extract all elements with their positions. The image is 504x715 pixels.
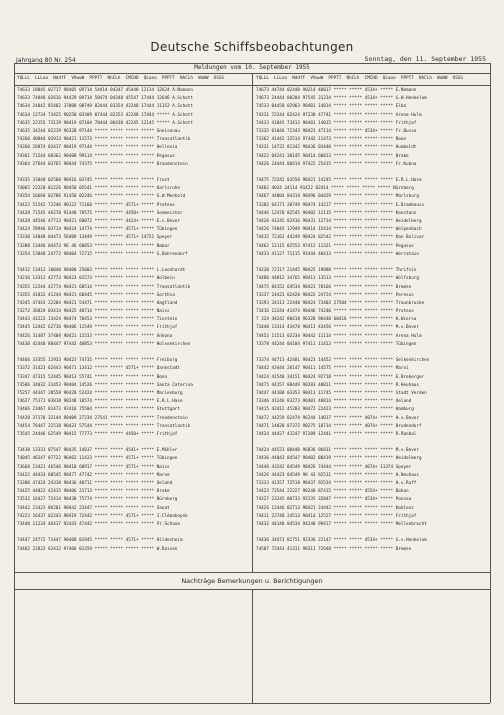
table-row: 73668 13421 46546 90418 60917 ***** ***** 4571+ ***** Naiss xyxy=(17,464,170,470)
nachtraege-heading: Nachträge Bemerkungen u. Berichtigungen xyxy=(181,577,323,585)
table-row: 74331 14722 81342 90436 03440 ***** ***** ***** ***** Humboldt xyxy=(256,145,417,151)
table-row: 74361 71244 60362 90408 99114 ***** ***** ***** ***** Pegasus xyxy=(17,153,175,159)
table-row: 74472 44259 82474 96244 14017 ***** ***** 4074+ ***** H.v.Bever xyxy=(256,415,419,421)
table-row: 73330 14848 04473 56409 13449 ***** ***** 4571+ 14721 Speyer xyxy=(17,235,173,241)
table-row: 74424 41540 34151 90424 92718 ***** ***** ***** ***** E.Breberger xyxy=(256,374,425,380)
table-row: 73440 11234 46417 92443 47442 ***** ***** ***** ***** Pr.Schaue xyxy=(17,521,180,527)
table-row: 74422 44433 00545 90477 47742 ***** ***** ***** ***** Marne xyxy=(17,472,170,478)
table-row: 74634 24042 85402 37008 08749 02444 03354 42248 17444 11352 A.Schott xyxy=(17,104,193,110)
table-row: 73438 13331 07547 90435 14017 ***** ***** 4541+ ***** E.Möhler xyxy=(17,448,178,454)
meldungen-heading: Meldungen vom 10. September 1955 xyxy=(194,64,310,71)
table-row: 74507 72443 41311 98311 72648 ***** ***** ***** ***** Bremen xyxy=(256,546,412,552)
table-row: 73272 36824 03414 90425 40714 ***** ***** ***** ***** Naiss xyxy=(17,309,170,315)
row-separator xyxy=(17,529,250,537)
table-row: 74420 37178 32144 90409 27234 27541 ***** ***** ***** Trondenstein xyxy=(17,415,188,421)
table-row: 74426 74045 12949 90414 15414 ***** ***** ***** ***** Wolpenbach xyxy=(256,227,422,233)
table-row: 74635 34244 02219 96328 97144 ***** ***** ***** ***** Gneisenau xyxy=(17,128,180,134)
table-row: 73374 44713 42481 90423 14452 ***** ***** ***** ***** Selkenkirchen xyxy=(256,358,430,364)
table-row: 74426 31487 37409 90421 11533 ***** ***** ***** ***** Ankona xyxy=(17,333,173,339)
jahrgang-label: Jahrgang 80 Nr. 254 xyxy=(16,57,76,64)
table-row: 74426 12446 82713 90421 24442 ***** ***** ***** ***** Koblenz xyxy=(256,505,414,511)
table-row: 74412 13412 10040 90400 25003 ***** ***** ***** ***** L.Leonhardt xyxy=(17,268,186,274)
table-row: 74230 72117 21445 90425 19888 ***** ***** ***** ***** Thrifsin xyxy=(256,268,417,274)
table-row: 74633 74848 02616 94429 09714 58474 04348 45547 17444 12646 A.Schott xyxy=(17,96,193,102)
table-row: 74447 24772 71447 90408 81945 ***** ***** 4571+ ***** Hildesheim xyxy=(17,538,183,544)
table-row: 74442 23423 86201 90442 23447 ***** ***** ***** ***** Sanat xyxy=(17,505,170,511)
table-row: 74673 44744 02448 90214 40017 ***** ***** 4534+ ***** E.Nomann xyxy=(256,88,417,93)
table-row: 74634 12734 73425 90258 03309 07444 02353 42248 17444 ***** A.Schott xyxy=(17,112,193,118)
table-row: 74223 16437 02243 90419 72442 ***** ***** 4571+ ***** J.Clémakepsk xyxy=(17,513,188,519)
row-separator xyxy=(17,169,250,177)
table-row: 73346 41246 83273 90401 48814 ***** ***** ***** ***** Oeland xyxy=(256,399,412,405)
table-row: 73388 13446 04473 96 46 60053 ***** ***** ***** ***** Nabor xyxy=(17,243,170,249)
row-separator xyxy=(17,439,250,447)
row-separator xyxy=(256,439,488,447)
nach-center-divider xyxy=(252,589,253,703)
table-row: 74355 12244 42774 90421 60514 ***** ***** ***** ***** Transatlantik xyxy=(17,284,191,290)
table-row: 74467 44004 84314 90496 04429 ***** ***** ***** ***** Marlsburg xyxy=(256,194,419,200)
table-row: 74471 14028 87372 90275 18714 ***** ***** 4074+ ***** Brudendorf xyxy=(256,423,422,429)
table-row: 74627 75171 03818 90248 18574 ***** ***** ***** ***** E.R.L.Hase xyxy=(17,399,183,405)
table-row: 7 324 44242 80418 96328 90440 60416 ***** ***** ***** K.Wiersa xyxy=(256,317,417,323)
table-row: 74345 47443 22204 90421 54471 ***** ***** ***** ***** Hagtland xyxy=(17,300,178,306)
table-row: 74433 41127 71115 91444 40413 ***** ***** ***** ***** Werratain xyxy=(256,251,419,257)
table-bottom xyxy=(14,572,490,573)
table-row: 74415 72162 44249 90424 82542 ***** ***** ***** ***** Kan Bolivar xyxy=(256,235,425,241)
row-separator xyxy=(256,259,488,267)
table-row: 73378 44244 04104 97411 11413 ***** ***** ***** ***** Tübingen xyxy=(256,341,417,347)
table-row: 74482 4024 24114 91422 02414 ***** ***** ***** ***** Nürnberg xyxy=(256,186,414,192)
table-row: 74635 22155 73119 90419 07104 70444 06430 42245 12145 ***** A.Schott xyxy=(17,120,193,126)
table-row: 74426 41245 02416 90431 12714 ***** ***** ***** ***** Heidelberg xyxy=(256,219,422,224)
table-row: 74360 40844 03913 90421 11573 ***** ***** ***** ***** Transatlantik xyxy=(17,137,191,143)
row-separator xyxy=(256,169,488,177)
table-row: 74428 44546 47713 90421 60072 ***** ***** 4424+ ***** E.v.Bever xyxy=(17,219,180,224)
table-row: 73372 31423 62443 90471 13412 ***** ***** 4571+ ***** Darmstadt xyxy=(17,366,180,372)
center-divider xyxy=(252,73,253,572)
table-row: 74045 46247 07722 96462 11423 ***** ***** 4571+ ***** Tübingen xyxy=(17,456,178,462)
table-row: 74424 44523 80440 96836 96811 ***** ***** ***** ***** M.v.Bever xyxy=(256,448,419,454)
table-row: 73380 47424 24318 90436 40711 ***** ***** ***** ***** Oeland xyxy=(17,481,173,486)
table-row: 74422 04241 38145 90414 60813 ***** ***** ***** ***** Brake xyxy=(256,153,409,159)
table-row: 74415 42412 45203 90472 22423 ***** ***** ***** ***** Hamburg xyxy=(256,407,414,413)
table-row: 74402 22823 62412 97406 01359 ***** ***** ***** ***** W.Raisen xyxy=(17,546,178,552)
table-row: 74430 42440 80447 97443 40853 ***** ***** ***** ***** Holsenkirchen xyxy=(17,341,191,347)
table-row: 74426 24444 80414 97422 25415 ***** ***** ***** ***** Fr.Kubna xyxy=(256,161,417,167)
table-row: 73382 64171 20749 90474 14217 ***** ***** ***** ***** E.Brambeuss xyxy=(256,202,425,208)
observation-table-right xyxy=(256,87,488,554)
table-row: 74424 44427 43247 97209 12441 ***** ***** ***** ***** R.Ranbol xyxy=(256,431,417,437)
table-row: 74425 44022 42415 90406 21713 ***** ***** ***** ***** Brake xyxy=(17,489,170,495)
table-row: 73354 13848 24772 90404 72715 ***** ***** ***** ***** G.Bohrendorf xyxy=(17,251,188,257)
date-line: Sonntag, den 11. September 1955 xyxy=(364,55,486,63)
table-row: 73362 41442 32514 97442 11473 ***** ***** ***** ***** Roon xyxy=(256,137,407,143)
table-row: 74364 27644 03765 90444 74375 ***** ***** ***** ***** Brandenstein xyxy=(17,161,188,167)
page-title: Deutsche Schiffsbeobachtungen xyxy=(150,40,354,54)
table-row: 73337 24423 02420 90422 24724 ***** ***** ***** ***** Peresus xyxy=(256,292,414,298)
table-row: 74673 24444 80204 97545 31234 ***** ***** 4534+ ***** G.W.Henkelom xyxy=(256,96,427,102)
table-row: 74466 23467 81473 92416 75504 ***** ***** ***** ***** Stuttgart xyxy=(17,407,180,413)
table-row: 74426 44423 84549 98 43 92511 ***** ***** ***** ***** H.Neuhaus xyxy=(256,472,419,478)
observation-table-left xyxy=(17,87,250,554)
table-row: 74433 41045 73413 90401 14015 ***** ***** ***** ***** Frithjof xyxy=(256,120,417,126)
table-row: 74411 22748 24513 90414 12527 ***** ***** ***** ***** Frithjof xyxy=(256,513,417,519)
table-row: 74424 78946 03714 90424 14774 ***** ***** 4571+ ***** Tübingen xyxy=(17,227,178,233)
table-row: 74475 44157 80449 90203 40011 ***** ***** ***** ***** R.Heuhaus xyxy=(256,382,419,388)
table-row: 74453 11513 02234 90442 11114 ***** ***** ***** ***** Arena Hulm xyxy=(256,333,422,339)
table-row: 73545 24446 62549 90415 77773 ***** ***** 4450+ ***** Frithjof xyxy=(17,431,178,437)
table-row: 74475 84152 64534 90423 78166 ***** ***** ***** ***** Bremen xyxy=(256,284,412,290)
column-header-right: YQLLL LLLoo NddfF VVwwW PPPTT NhCLh CMCHD QLaoo PPPTT NhCLh WaWW OSSS xyxy=(256,76,463,81)
table-row: 74065 22220 01226 90458 05541 ***** ***** ***** ***** Karlsruhe xyxy=(17,186,180,192)
table-row: 73355 41832 41244 90421 60445 ***** ***** ***** ***** Gorthia xyxy=(17,292,175,298)
table-row: 74462 12115 82553 97412 11321 ***** ***** ***** ***** Pegasus xyxy=(256,243,414,249)
frame-left xyxy=(14,63,15,703)
table-row: 73416 12244 41474 90446 74240 ***** ***** ***** ***** Proteus xyxy=(256,309,414,315)
row-separator xyxy=(17,349,250,357)
table-row: 73445 12442 62716 90406 11549 ***** ***** ***** ***** Frithjof xyxy=(17,325,178,331)
table-row: 74480 44812 34765 90411 13513 ***** ***** ***** ***** Wolfsburg xyxy=(256,276,419,282)
table-row: 73440 13314 43478 90413 43456 ***** ***** ***** ***** M.v.Bever xyxy=(256,325,419,331)
table-row: 73335 01046 72343 90423 47114 ***** ***** 4534+ ***** Fr.Busse xyxy=(256,128,417,134)
table-row: 74335 33840 02560 90416 03745 ***** ***** ***** ***** Frost xyxy=(17,178,170,184)
table-row: 73333 41357 72518 98437 92534 ***** ***** ***** ***** H.v.Ruff xyxy=(256,481,417,486)
table-row: 74633 18845 02717 90405 09714 54414 04347 45448 12134 12624 A.Nomann xyxy=(17,88,193,93)
table-row: 74466 33355 11933 90423 74735 ***** ***** ***** ***** Freiburg xyxy=(17,358,178,364)
table-row: 73347 47315 52445 90413 55741 ***** ***** ***** ***** Bonn xyxy=(17,374,168,380)
table-row: 74331 72244 02424 97238 47741 ***** ***** ***** ***** Arena Hulm xyxy=(256,112,422,118)
table-row: 74447 44108 03353 90411 11745 ***** ***** ***** ***** Stadt Verden xyxy=(256,390,427,396)
table-row: 74360 26874 03417 90419 97144 ***** ***** ***** ***** Hellenia xyxy=(17,145,178,151)
table-row: 74432 44148 04534 94240 99417 ***** ***** ***** ***** Mellenbrecht xyxy=(256,521,427,527)
table-row: 73393 34113 22440 90424 73403 27504 ***** ***** ***** Traunbrucke xyxy=(256,300,425,306)
row-separator xyxy=(17,259,250,267)
table-row: 74436 44043 84547 90402 80419 ***** ***** ***** ***** Heidelberg xyxy=(256,456,422,462)
frame-bottom xyxy=(14,703,490,704)
row-separator xyxy=(256,529,488,537)
frame-right xyxy=(490,63,491,703)
table-row: 75257 44347 20558 96428 52424 ***** ***** ***** ***** Marienburg xyxy=(17,390,183,396)
table-row: 74533 04450 02963 90401 14014 ***** ***** ***** ***** Elba xyxy=(256,104,407,110)
table-row: 74422 51542 72246 90122 71160 ***** ***** 4571+ ***** Proteus xyxy=(17,202,175,208)
table-row: 74475 72242 03550 90421 14245 ***** ***** ***** ***** E.R.L.Hase xyxy=(256,178,422,184)
table-row: 74428 71545 46270 91440 78575 ***** ***** 4450+ ***** Seemeister xyxy=(17,210,183,216)
table-row: 74216 13312 42773 90423 01573 ***** ***** ***** ***** Holbein xyxy=(17,276,175,282)
column-header-left: YQLLL LLLoo NddfF VVwwW PPPTT NhCLh CMCHD QLaoo PPPTT NhCLh WaWW OSSS xyxy=(17,76,224,81)
table-row: 74423 72544 22227 90240 87415 ***** ***** 4554+ ***** Bokon xyxy=(256,489,409,495)
table-row: 74442 43444 20147 90411 14575 ***** ***** ***** ***** Marni xyxy=(256,366,409,372)
table-row: 73586 34032 31453 90404 14526 ***** ***** ***** ***** Santa Caterina xyxy=(17,382,193,388)
table-row: 73532 16427 72414 90438 75774 ***** ***** ***** ***** Nürnberg xyxy=(17,497,178,503)
row-separator xyxy=(256,349,488,357)
table-row: 74436 34473 82751 92336 22147 ***** ***** 4534+ ***** G.v.Henkelom xyxy=(256,538,427,544)
table-row: 74443 41223 13424 90474 78453 ***** ***** ***** ***** Tinstein xyxy=(17,317,178,323)
table-row: 74327 23245 80733 92235 32847 ***** ***** 4534+ ***** Ponsoa xyxy=(256,497,412,503)
table-row: 74446 12470 82545 90402 12115 ***** ***** ***** ***** Konstanz xyxy=(256,210,417,216)
table-row: 74354 16660 02706 91458 02246 ***** ***** ***** ***** G.W.Menhold xyxy=(17,194,186,200)
table-row: 74454 76447 22518 90423 57544 ***** ***** ***** ***** Transatlantik xyxy=(17,423,191,429)
table-row: 74446 43242 84549 90426 74444 ***** ***** 4074+ 11374 Speyer xyxy=(256,464,412,470)
